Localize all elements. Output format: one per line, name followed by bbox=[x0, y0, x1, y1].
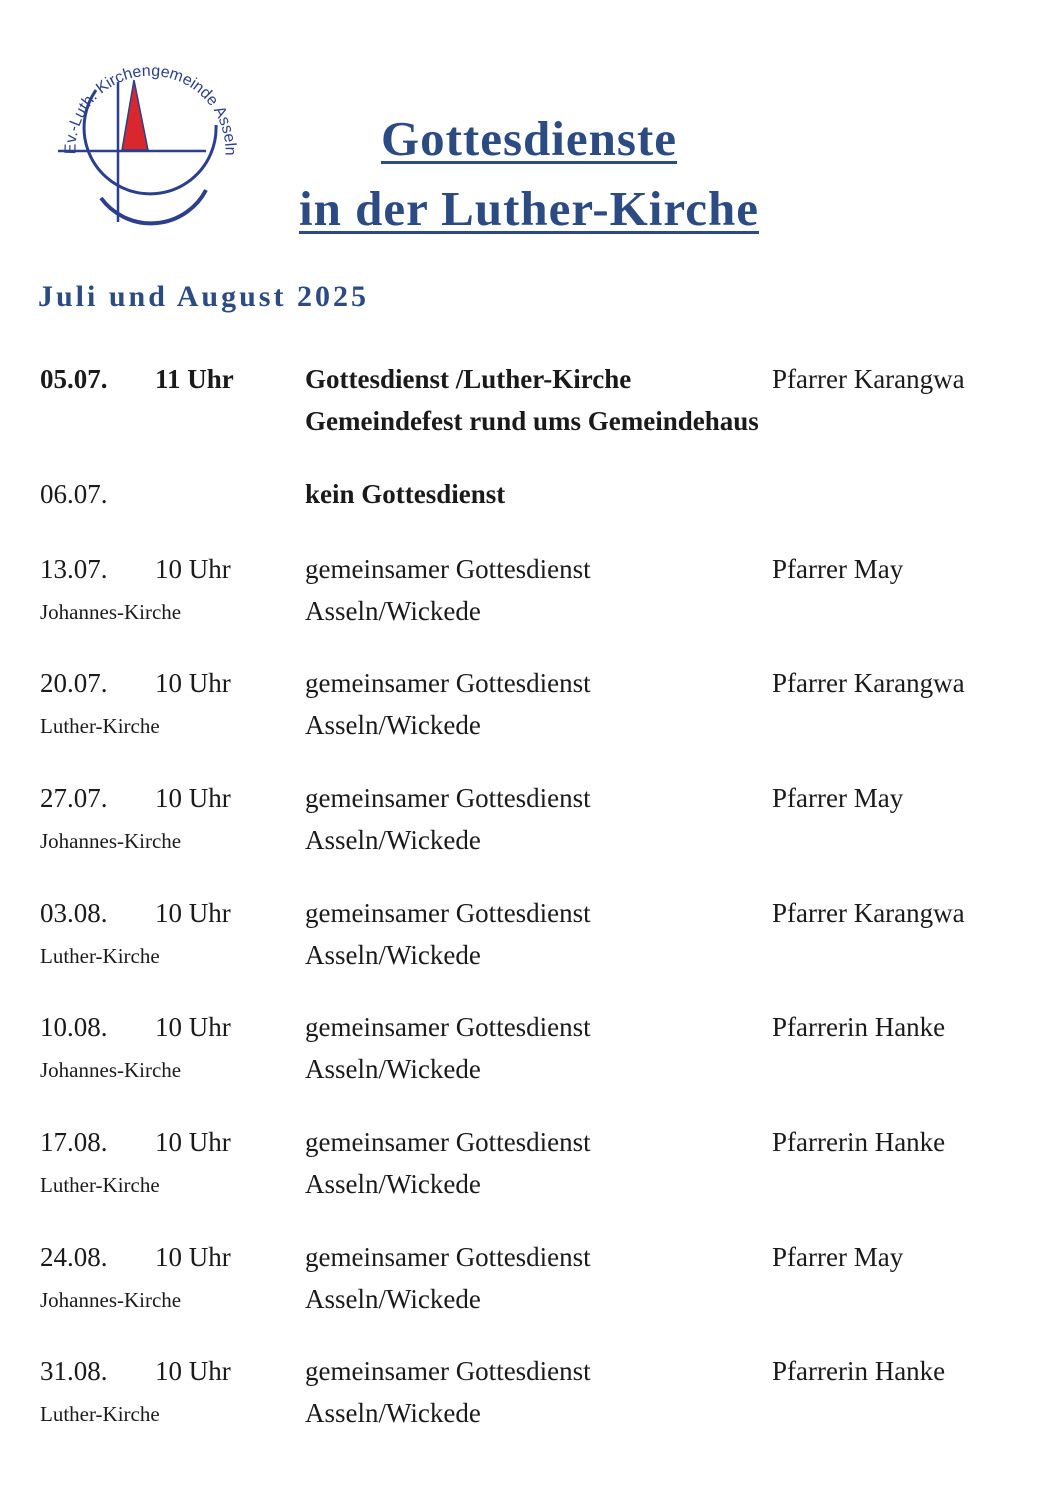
event-time: 10 Uhr bbox=[155, 783, 231, 813]
event-date: 17.08. bbox=[40, 1127, 108, 1157]
event-date: 10.08. bbox=[40, 1012, 108, 1042]
page-title-line-2: in der Luther-Kirche bbox=[298, 181, 760, 236]
event-location: Luther-Kirche bbox=[40, 1173, 160, 1197]
event-title: kein Gottesdienst bbox=[305, 479, 506, 509]
event-title: gemeinsamer Gottesdienst bbox=[305, 1012, 591, 1042]
event-time: 10 Uhr bbox=[155, 554, 231, 584]
event-title: Gottesdienst /Luther-Kirche bbox=[305, 364, 632, 394]
event-pastor: Pfarrer Karangwa bbox=[772, 898, 965, 928]
event-location: Luther-Kirche bbox=[40, 714, 160, 738]
event-time: 10 Uhr bbox=[155, 668, 231, 698]
event-pastor: Pfarrer Karangwa bbox=[772, 668, 965, 698]
event-title: gemeinsamer Gottesdienst bbox=[305, 668, 591, 698]
event-date: 24.08. bbox=[40, 1242, 108, 1272]
event-extra: Asseln/Wickede bbox=[305, 596, 481, 626]
event-date: 27.07. bbox=[40, 783, 108, 813]
page-title-line-1: Gottesdienste bbox=[380, 111, 678, 166]
event-title: gemeinsamer Gottesdienst bbox=[305, 1127, 591, 1157]
event-pastor: Pfarrer May bbox=[772, 1242, 904, 1272]
event-location: Luther-Kirche bbox=[40, 944, 160, 968]
event-date: 31.08. bbox=[40, 1356, 108, 1386]
event-location: Johannes-Kirche bbox=[40, 1058, 182, 1082]
event-time: 10 Uhr bbox=[155, 1242, 231, 1272]
event-location: Johannes-Kirche bbox=[40, 829, 182, 853]
event-time: 11 Uhr bbox=[155, 364, 234, 394]
event-title: gemeinsamer Gottesdienst bbox=[305, 1242, 591, 1272]
event-date: 05.07. bbox=[40, 364, 108, 394]
event-extra: Asseln/Wickede bbox=[305, 1169, 481, 1199]
event-pastor: Pfarrerin Hanke bbox=[772, 1012, 946, 1042]
event-title: gemeinsamer Gottesdienst bbox=[305, 1356, 591, 1386]
event-location: Johannes-Kirche bbox=[40, 1288, 182, 1312]
event-date: 13.07. bbox=[40, 554, 108, 584]
event-pastor: Pfarrer May bbox=[772, 554, 904, 584]
event-extra: Asseln/Wickede bbox=[305, 1398, 481, 1428]
event-time: 10 Uhr bbox=[155, 1127, 231, 1157]
event-extra: Asseln/Wickede bbox=[305, 710, 481, 740]
event-title: gemeinsamer Gottesdienst bbox=[305, 554, 591, 584]
event-pastor: Pfarrerin Hanke bbox=[772, 1127, 946, 1157]
event-location: Luther-Kirche bbox=[40, 1402, 160, 1426]
event-extra: Asseln/Wickede bbox=[305, 1284, 481, 1314]
period-subtitle: Juli und August 2025 bbox=[38, 280, 369, 313]
event-pastor: Pfarrer May bbox=[772, 783, 904, 813]
event-extra: Asseln/Wickede bbox=[305, 1054, 481, 1084]
event-time: 10 Uhr bbox=[155, 898, 231, 928]
event-location: Johannes-Kirche bbox=[40, 600, 182, 624]
event-pastor: Pfarrer Karangwa bbox=[772, 364, 965, 394]
event-time: 10 Uhr bbox=[155, 1356, 231, 1386]
event-extra: Asseln/Wickede bbox=[305, 825, 481, 855]
event-pastor: Pfarrerin Hanke bbox=[772, 1356, 946, 1386]
event-title: gemeinsamer Gottesdienst bbox=[305, 898, 591, 928]
logo-text: Ev.-Luth. Kirchengemeinde Asseln bbox=[62, 62, 239, 156]
event-extra: Asseln/Wickede bbox=[305, 940, 481, 970]
event-time: 10 Uhr bbox=[155, 1012, 231, 1042]
event-date: 20.07. bbox=[40, 668, 108, 698]
event-date: 06.07. bbox=[40, 479, 108, 509]
event-extra: Gemeindefest rund ums Gemeindehaus bbox=[305, 406, 759, 436]
event-date: 03.08. bbox=[40, 898, 108, 928]
event-title: gemeinsamer Gottesdienst bbox=[305, 783, 591, 813]
